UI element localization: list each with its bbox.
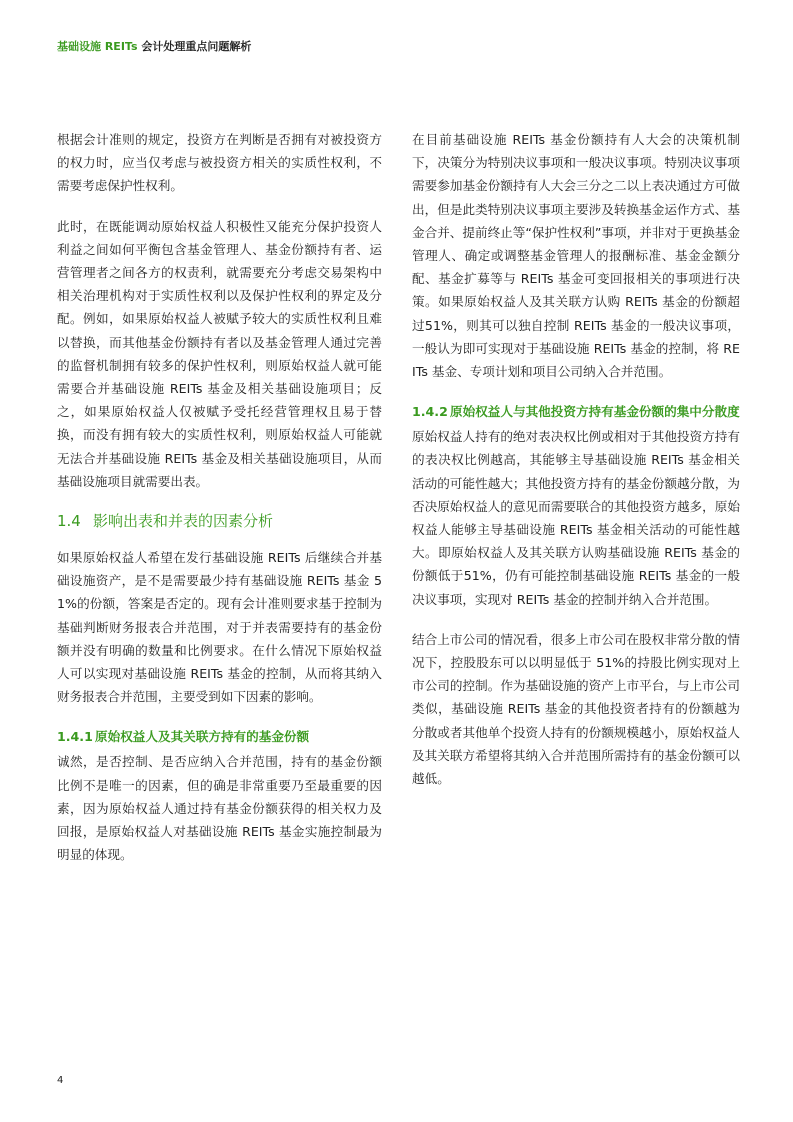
- section-title: 影响出表和并表的因素分析: [93, 512, 274, 531]
- subsection-number: 1.4.1: [57, 729, 93, 745]
- running-header: [57, 40, 251, 54]
- body-paragraph: 在目前基础设施 REITs 基金份额持有人大会的决策机制下，决策分为特别决议事项和一般决议事项。特别决议事项需要参加基金份额持有人大会三分之二以上表决通过方可做出，但是此类特别决议事项主要涉及转换基金运作方式、基金合并、提前终止等“保护性权利”事项，并非对于更换基金管理人、确定或调整基金管理人的报酬标准、基金金额分配、基金扩募等与 REITs 基金可变回报相关的事项进行决策。如果原始权益人及其关联方认购 REITs 基金的份额超过51%，则其可以独自控制 REITs 基金的一般决议事项，一般认为即可实现对于基础设施 REITs 基金的控制，将 REITs 基金、专项计划和项目公司纳入合并范围。: [412, 132, 740, 380]
- page-number: 4: [57, 1075, 64, 1086]
- header-report-title: 会计处理重点问题解析: [137, 40, 252, 53]
- subsection-number: 1.4.2: [412, 404, 448, 420]
- section-number: 1.4: [57, 512, 81, 531]
- body-paragraph: 结合上市公司的情况看，很多上市公司在股权非常分散的情况下，控股股东可以以明显低于 51%的持股比例实现对上市公司的控制。作为基础设施的资产上市平台，与上市公司类似，基础设施 REITs 基金的其他投资者持有的份额越为分散或者其他单个投资人持有的份额规模越小，原始权益人及其关联方希望将其纳入合并范围所需持有的基金份额可以越低。: [412, 631, 740, 787]
- body-paragraph: 如果原始权益人希望在发行基础设施 REITs 后继续合并基础设施资产，是不是需要最少持有基础设施 REITs 基金 51%的份额，答案是否定的。现有会计准则要求基于控制为基础判断财务报表合并范围，对于并表需要持有的基金份额并没有明确的数量和比例要求。在什么情况下原始权益人可以实现对基础设施 REITs 基金的控制，从而将其纳入财务报表合并范围，主要受到如下因素的影响。: [57, 550, 382, 705]
- body-paragraph: 原始权益人持有的绝对表决权比例或相对于其他投资方持有的表决权比例越高，其能够主导基础设施 REITs 基金相关活动的可能性越大；其他投资方持有的基金份额越分散，为否决原始权益人的意见而需要联合的其他投资方越多，原始权益人能够主导基础设施 REITs 基金相关活动的可能性越大。即原始权益人及其关联方认购基础设施 REITs 基金的份额低于51%，仍有可能控制基础设施 REITs 基金的一般决议事项，实现对 REITs 基金的控制并纳入合并范围。: [412, 429, 740, 607]
- body-paragraph: 根据会计准则的规定，投资方在判断是否拥有对被投资方的权力时，应当仅考虑与被投资方相关的实质性权利，不需要考虑保护性权利。: [57, 132, 382, 194]
- subsection-heading: [57, 726, 382, 748]
- body-paragraph: 诚然，是否控制、是否应纳入合并范围，持有的基金份额比例不是唯一的因素，但的确是非常重要乃至最重要的因素，因为原始权益人通过持有基金份额获得的相关权力及回报，是原始权益人对基础设施 REITs 基金实施控制最为明显的体现。: [57, 754, 382, 863]
- header-report-series: 基础设施 REITs: [57, 40, 138, 53]
- subsection-title: 原始权益人及其关联方持有的基金份额: [95, 729, 310, 745]
- body-paragraph: 此时，在既能调动原始权益人积极性又能充分保护投资人利益之间如何平衡包含基金管理人、基金份额持有者、运营管理者之间各方的权责利，就需要充分考虑交易架构中相关治理机构对于实质性权利以及保护性权利的界定及分配。例如，如果原始权益人被赋予较大的实质性权利且难以替换，而其他基金份额持有者以及基金管理人通过完善的监督机制拥有较多的保护性权利，则原始权益人就可能需要合并基础设施 REITs 基金及相关基础设施项目；反之，如果原始权益人仅被赋予受托经营管理权且易于替换，而没有拥有较大的实质性权利，则原始权益人可能就无法合并基础设施 REITs 基金及相关基础设施项目，从而基础设施项目就需要出表。: [57, 218, 382, 489]
- subsection-title: 原始权益人与其他投资方持有基金份额的集中分散度: [450, 404, 740, 420]
- subsection-heading: [412, 401, 740, 423]
- left-column: [57, 128, 382, 866]
- right-column: [412, 128, 740, 790]
- section-heading: [57, 511, 382, 531]
